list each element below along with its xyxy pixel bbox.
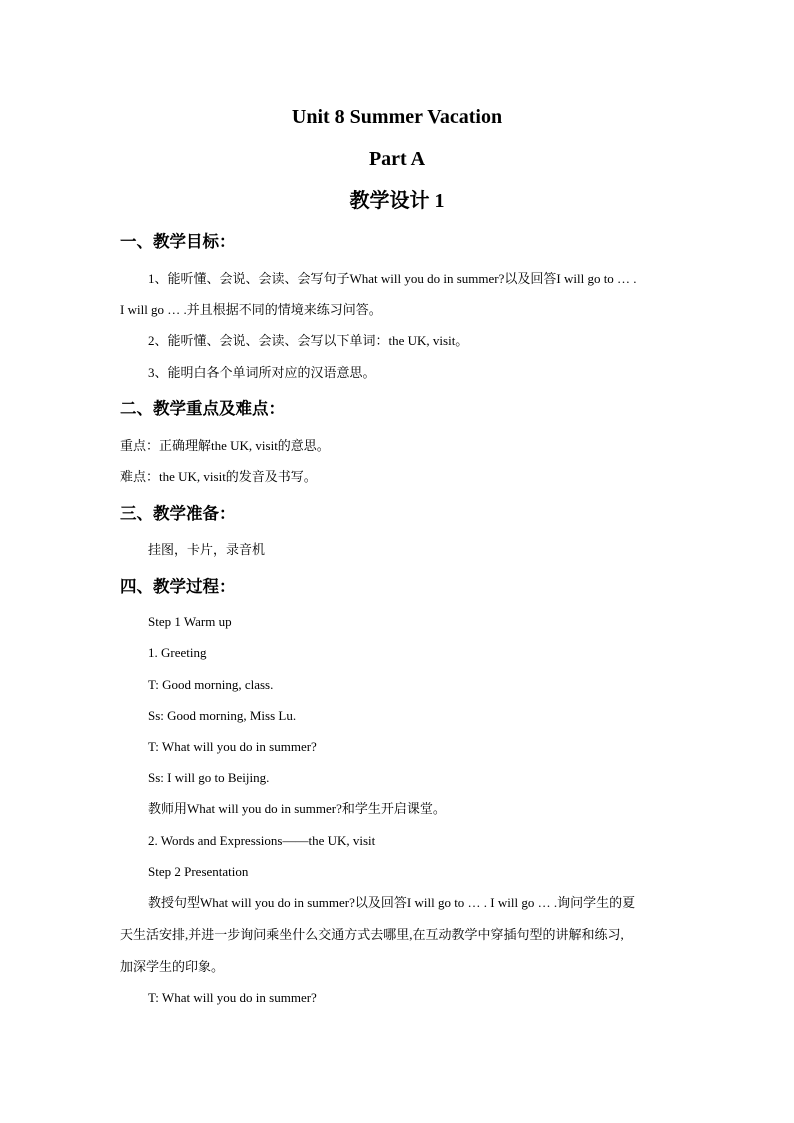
process-line: Ss: Good morning, Miss Lu. [148,708,297,723]
section-heading-objectives: 一、教学目标： [120,232,236,251]
process-line: 1. Greeting [148,645,207,660]
process-line: 教师用What will you do in summer?和学生开启课堂。 [148,801,446,816]
section-heading-key-points: 二、教学重点及难点： [120,399,285,418]
part-title: Part A [368,148,426,170]
presentation-paragraph-line-1: 教授句型What will you do in summer?以及回答I will go to … . I will go … .询问学生的夏 [148,895,636,910]
key-point: 重点：正确理解the UK, visit的意思。 [120,438,330,453]
presentation-paragraph-line-3: 加深学生的印象。 [120,959,225,974]
section-heading-preparation: 三、教学准备： [120,504,236,523]
process-line: Step 1 Warm up [148,614,232,629]
process-line-last: T: What will you do in summer? [148,990,317,1005]
process-line: Ss: I will go to Beijing. [148,770,270,785]
process-line: 2. Words and Expressions——the UK, visit [148,833,376,848]
process-line: T: Good morning, class. [148,677,274,692]
design-title: 教学设计 1 [349,190,445,212]
unit-title: Unit 8 Summer Vacation [291,106,503,128]
process-line: Step 2 Presentation [148,864,249,879]
objective-1-line-1: 1、能听懂、会说、会读、会写句子What will you do in summer?以及回答I will go to … . [148,271,637,286]
presentation-paragraph-line-2: 天生活安排,并进一步询问乘坐什么交通方式去哪里,在互动教学中穿插句型的讲解和练习, [120,927,624,942]
objective-2: 2、能听懂、会说、会读、会写以下单词：the UK, visit。 [148,333,469,348]
section-heading-process: 四、教学过程： [120,577,236,596]
process-line: T: What will you do in summer? [148,739,317,754]
objective-1-line-2: I will go … .并且根据不同的情境来练习问答。 [120,302,382,317]
preparation-materials: 挂图，卡片，录音机 [148,542,266,557]
difficult-point: 难点：the UK, visit的发音及书写。 [120,469,317,484]
objective-3: 3、能明白各个单词所对应的汉语意思。 [148,365,376,380]
